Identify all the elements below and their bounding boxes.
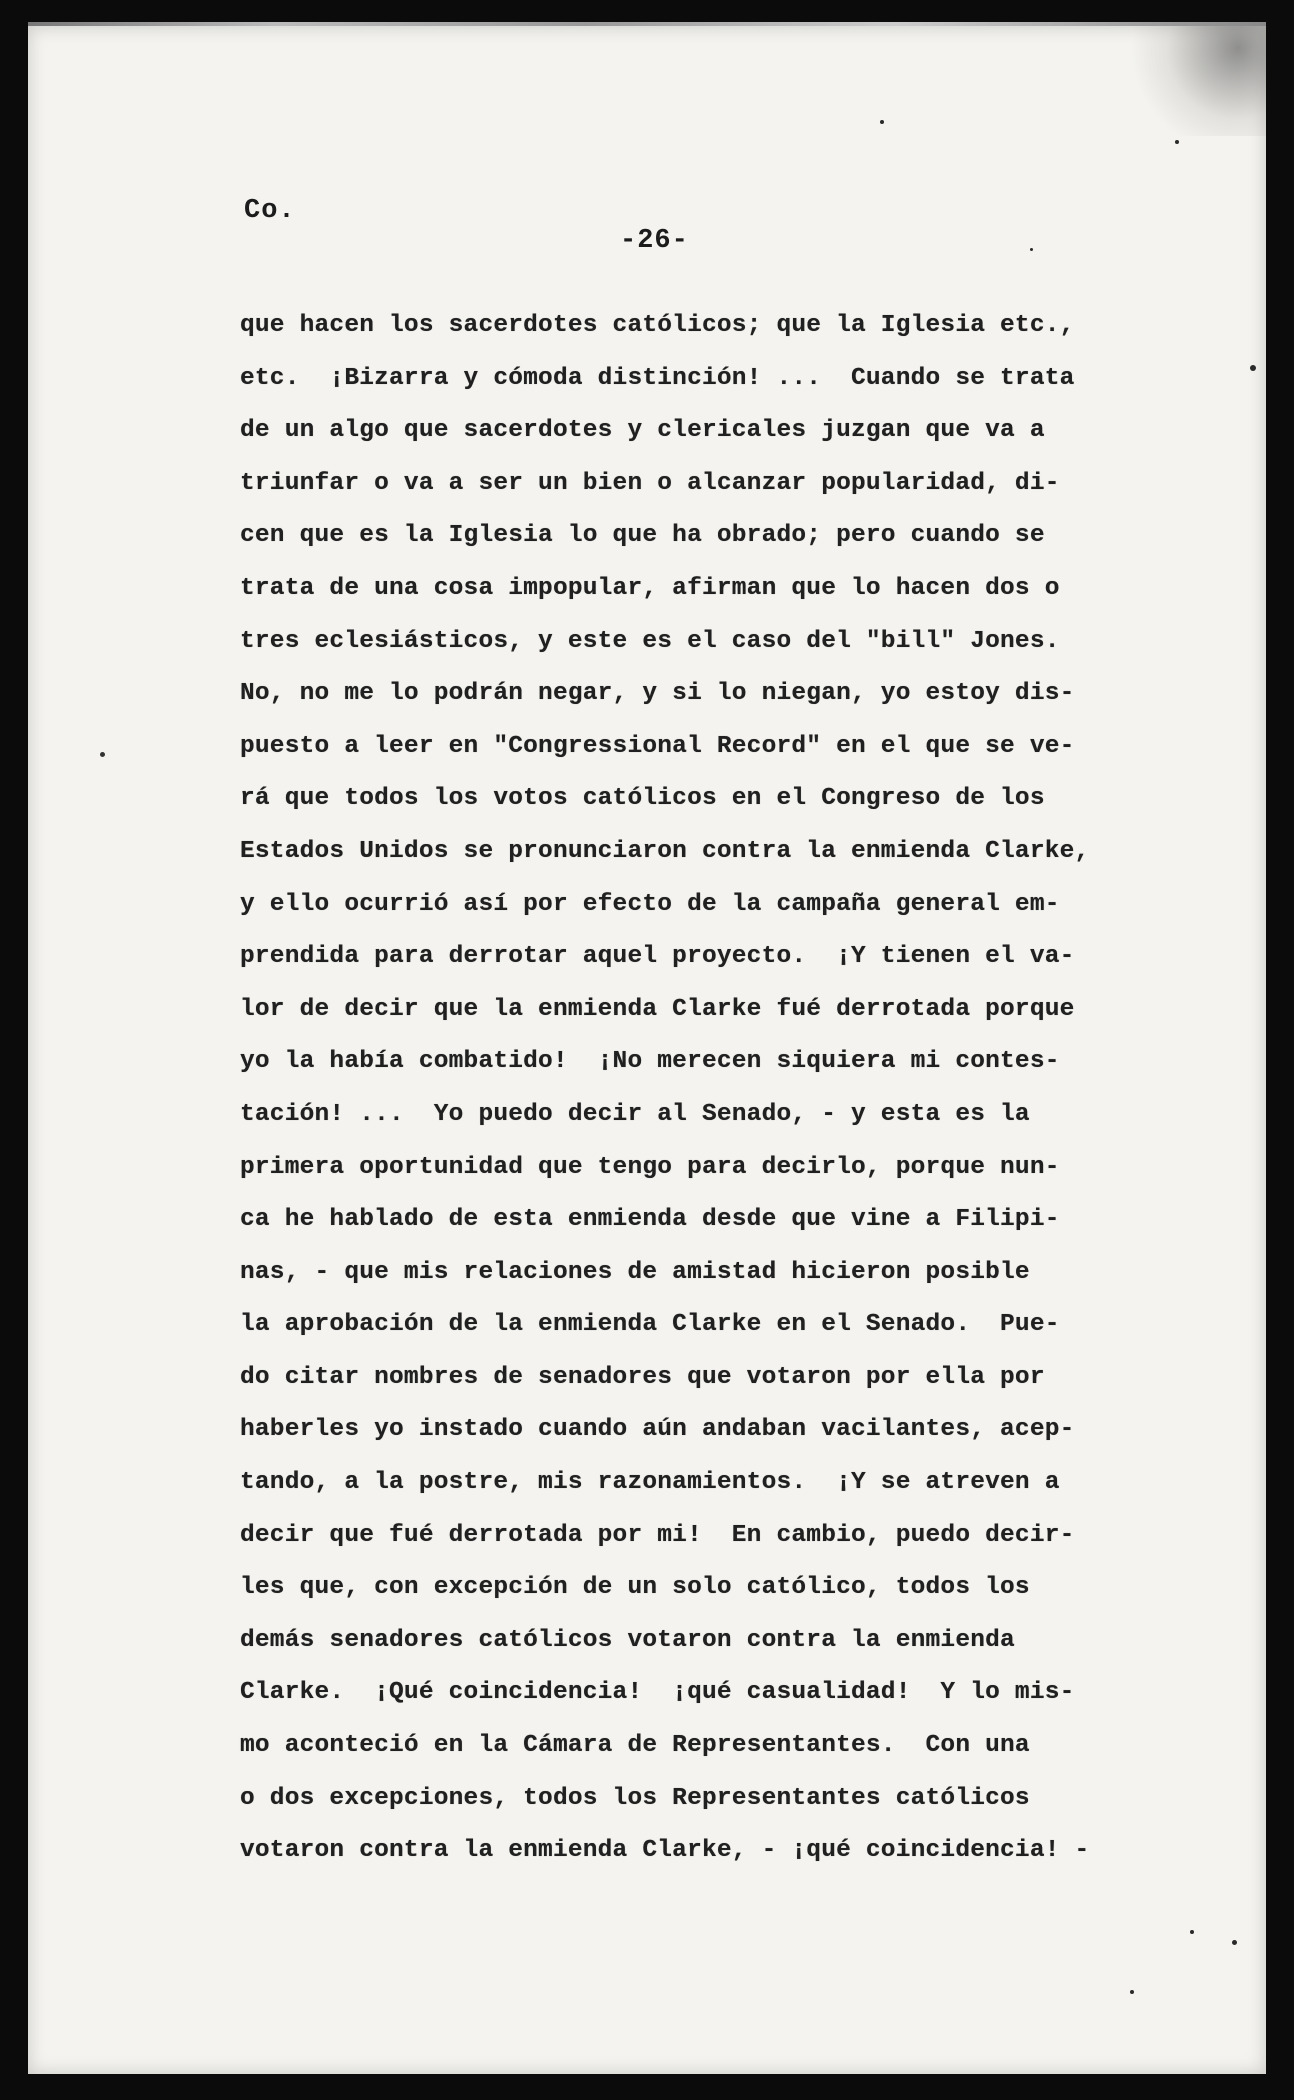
text-line: votaron contra la enmienda Clarke, - ¡qué coincidencia! - [240, 1837, 1090, 1865]
text-line: primera oportunidad que tengo para decirlo, porque nun- [240, 1153, 1060, 1181]
ink-speck [1232, 1940, 1237, 1945]
text-line: Clarke. ¡Qué coincidencia! ¡qué casualidad! Y lo mis- [240, 1679, 1075, 1707]
text-line: lor de decir que la enmienda Clarke fué derrotada porque [240, 995, 1075, 1023]
text-line: decir que fué derrotada por mi! En cambio, puedo decir- [240, 1521, 1075, 1549]
corner-smudge [1126, 26, 1266, 136]
text-line: nas, - que mis relaciones de amistad hicieron posible [240, 1258, 1030, 1286]
margin-dot [100, 752, 105, 757]
text-line: tando, a la postre, mis razonamientos. ¡Y se atreven a [240, 1469, 1060, 1497]
text-line: rá que todos los votos católicos en el Congreso de los [240, 785, 1045, 813]
text-line: trata de una cosa impopular, afirman que lo hacen dos o [240, 574, 1060, 602]
ink-speck [1130, 1990, 1134, 1994]
ink-speck [1175, 140, 1179, 144]
text-line: No, no me lo podrán negar, y si lo niegan, yo estoy dis- [240, 680, 1075, 708]
text-line: haberles yo instado cuando aún andaban vacilantes, acep- [240, 1416, 1075, 1444]
text-line: la aprobación de la enmienda Clarke en el Senado. Pue- [240, 1311, 1060, 1339]
text-line: cen que es la Iglesia lo que ha obrado; pero cuando se [240, 522, 1045, 550]
ink-speck [1190, 1930, 1194, 1934]
text-line: tres eclesiásticos, y este es el caso del "bill" Jones. [240, 627, 1060, 655]
body-text [240, 300, 1140, 1878]
text-line: demás senadores católicos votaron contra la enmienda [240, 1626, 1015, 1654]
text-line: mo aconteció en la Cámara de Representantes. Con una [240, 1732, 1030, 1760]
ink-speck [880, 120, 884, 124]
text-line: que hacen los sacerdotes católicos; que la Iglesia etc., [240, 312, 1075, 339]
page-number: -26- [620, 226, 689, 256]
text-line: puesto a leer en "Congressional Record" en el que se ve- [240, 732, 1075, 760]
text-line: de un algo que sacerdotes y clericales juzgan que va a [240, 417, 1045, 445]
text-line: tación! ... Yo puedo decir al Senado, - y esta es la [240, 1100, 1030, 1128]
header-annotation: Co. [244, 196, 296, 226]
text-line: Estados Unidos se pronunciaron contra la enmienda Clarke, [240, 837, 1090, 865]
text-line: o dos excepciones, todos los Representantes católicos [240, 1784, 1030, 1812]
text-line: triunfar o va a ser un bien o alcanzar popularidad, di- [240, 469, 1060, 497]
ink-speck [1250, 365, 1256, 371]
text-line: etc. ¡Bizarra y cómoda distinción! ... Cuando se trata [240, 364, 1075, 392]
text-line: y ello ocurrió así por efecto de la campaña general em- [240, 890, 1060, 918]
text-line: do citar nombres de senadores que votaron por ella por [240, 1363, 1045, 1391]
text-line: ca he hablado de esta enmienda desde que vine a Filipi- [240, 1206, 1060, 1234]
text-line: prendida para derrotar aquel proyecto. ¡Y tienen el va- [240, 943, 1075, 971]
text-line: yo la había combatido! ¡No merecen siquiera mi contes- [240, 1048, 1060, 1076]
text-line: les que, con excepción de un solo católico, todos los [240, 1574, 1030, 1602]
ink-speck [1030, 248, 1033, 251]
